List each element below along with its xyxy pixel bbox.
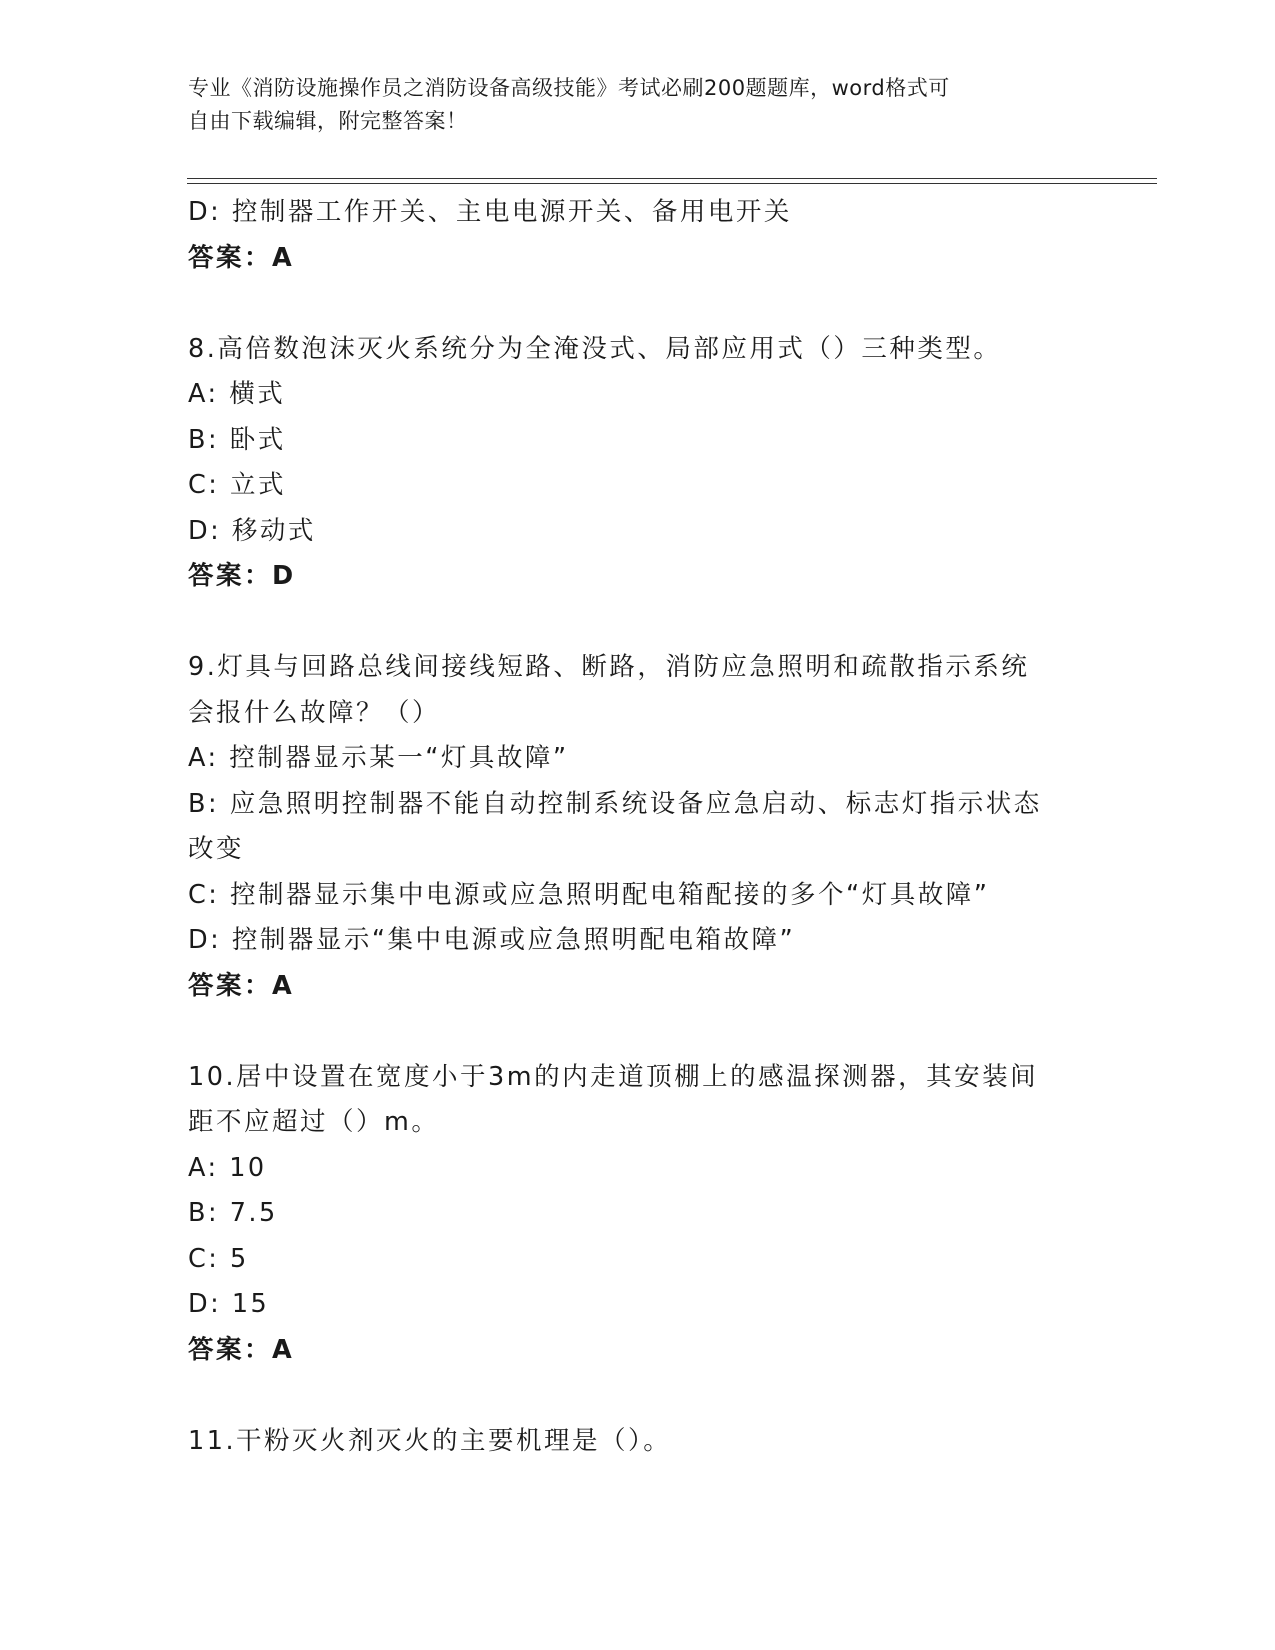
answer: 答案：A [188, 1334, 295, 1365]
answer: 答案：D [188, 561, 296, 591]
option-c: C: 5 [188, 1243, 249, 1274]
option-d: D: 15 [188, 1289, 270, 1319]
option-a: A: 控制器显示某一“灯具故障” [188, 743, 569, 773]
spacer [188, 281, 1088, 327]
option-a: A: 10 [188, 1152, 267, 1183]
document-header [188, 72, 1088, 138]
option-b-line-1: B: 应急照明控制器不能自动控制系统设备应急启动、标志灯指示状态 [188, 788, 1042, 819]
question-stem-line-1: 9.灯具与回路总线间接线短路、断路，消防应急照明和疏散指示系统 [188, 652, 1030, 682]
option-b: B: 卧式 [188, 424, 286, 455]
question-7-tail [188, 190, 1088, 281]
answer: 答案：A [188, 242, 295, 273]
question-8 [188, 327, 1088, 600]
spacer [188, 1373, 1088, 1419]
question-10 [188, 1055, 1088, 1374]
header-rule-bottom [187, 183, 1157, 184]
header-line-2: 自由下载编辑，附完整答案！ [188, 109, 468, 133]
question-stem: 11.干粉灭火剂灭火的主要机理是（）。 [188, 1425, 672, 1456]
option-c: C: 立式 [188, 470, 287, 500]
option-d: D: 控制器工作开关、主电电源开关、备用电开关 [188, 197, 792, 227]
header-rule-top [187, 178, 1157, 179]
question-stem-line-2: 会报什么故障？（） [188, 697, 441, 728]
option-b-line-2: 改变 [188, 834, 245, 864]
question-11 [188, 1419, 1088, 1465]
option-b: B: 7.5 [188, 1198, 278, 1228]
question-stem: 8.高倍数泡沫灭火系统分为全淹没式、局部应用式（）三种类型。 [188, 333, 1002, 364]
question-stem-line-2: 距不应超过（）m。 [188, 1107, 440, 1137]
document-body [188, 190, 1088, 1464]
spacer [188, 1009, 1088, 1055]
question-stem-line-1: 10.居中设置在宽度小于3m的内走道顶棚上的感温探测器，其安装间 [188, 1061, 1039, 1092]
option-d: D: 移动式 [188, 515, 316, 546]
header-line-1: 专业《消防设施操作员之消防设备高级技能》考试必刷200题题库，word格式可 [188, 76, 950, 100]
option-c: C: 控制器显示集中电源或应急照明配电箱配接的多个“灯具故障” [188, 879, 990, 910]
answer: 答案：A [188, 970, 295, 1001]
spacer [188, 600, 1088, 646]
option-a: A: 横式 [188, 379, 286, 409]
question-9 [188, 645, 1088, 1009]
option-d: D: 控制器显示“集中电源或应急照明配电箱故障” [188, 925, 796, 955]
